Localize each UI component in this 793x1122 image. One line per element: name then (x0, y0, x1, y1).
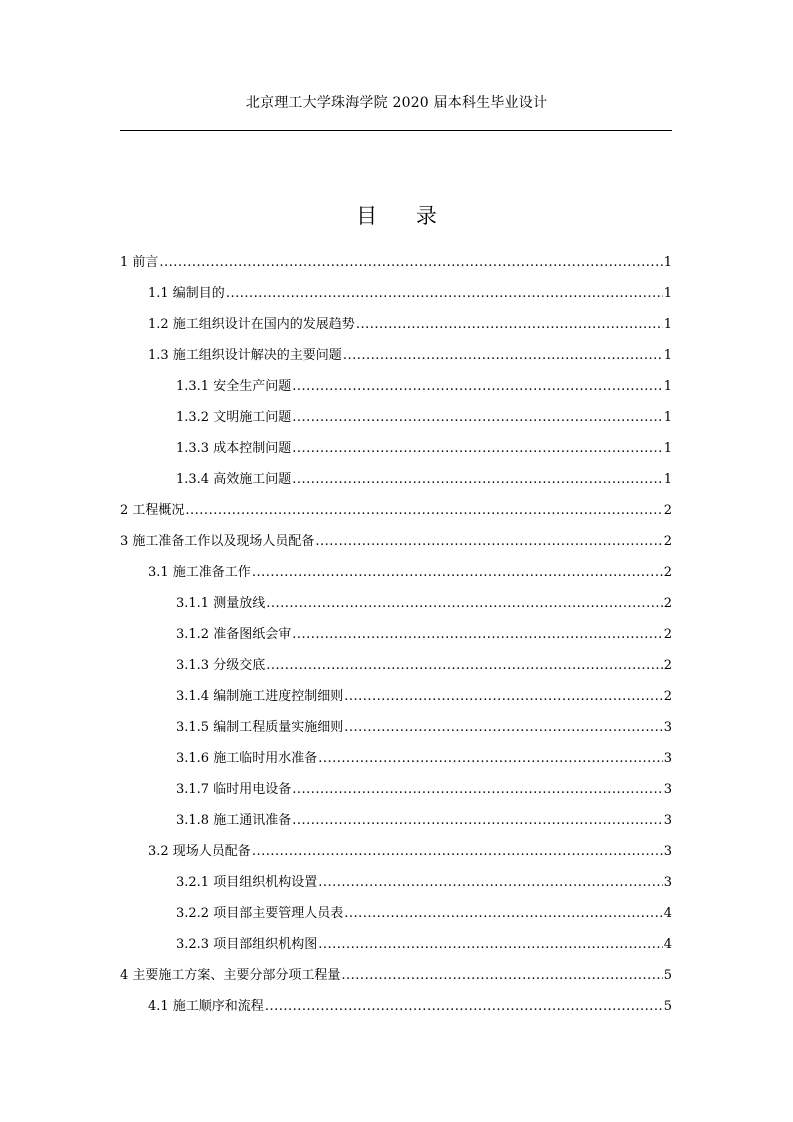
toc-dot-leader (318, 872, 663, 894)
toc-dot-leader (159, 252, 662, 274)
toc-entry-label: 3.1.3 分级交底 (176, 658, 266, 673)
toc-entry[interactable] (120, 965, 672, 996)
toc-dot-leader (292, 779, 663, 801)
toc-entry-label: 4.1 施工顺序和流程 (148, 999, 264, 1014)
toc-entry[interactable] (120, 810, 672, 841)
toc-entry-page-number: 2 (663, 689, 672, 704)
toc-dot-leader (344, 717, 663, 739)
toc-entry[interactable] (120, 438, 672, 469)
toc-entry-label: 3.1.4 编制施工进度控制细则 (176, 689, 344, 704)
toc-dot-leader (292, 810, 663, 832)
toc-entry-label: 3.1.6 施工临时用水准备 (176, 751, 318, 766)
table-of-contents (120, 252, 672, 1027)
toc-dot-leader (318, 934, 663, 956)
toc-dot-leader (266, 593, 663, 615)
toc-entry[interactable] (120, 903, 672, 934)
toc-entry-page-number: 3 (663, 782, 672, 797)
toc-entry-page-number: 2 (663, 596, 672, 611)
toc-entry[interactable] (120, 252, 672, 283)
toc-entry-label: 1 前言 (120, 255, 159, 270)
toc-entry[interactable] (120, 500, 672, 531)
toc-title: 目 录 (356, 204, 453, 228)
toc-entry-page-number: 4 (663, 906, 672, 921)
toc-dot-leader (315, 531, 662, 553)
toc-entry-page-number: 5 (663, 999, 672, 1014)
toc-entry-label: 3.2.1 项目组织机构设置 (176, 875, 318, 890)
toc-entry[interactable] (120, 717, 672, 748)
toc-entry-page-number: 2 (663, 627, 672, 642)
toc-entry-label: 1.2 施工组织设计在国内的发展趋势 (148, 317, 355, 332)
toc-dot-leader (226, 283, 663, 305)
toc-entry-label: 3.1.7 临时用电设备 (176, 782, 292, 797)
toc-entry[interactable] (120, 655, 672, 686)
toc-entry[interactable] (120, 345, 672, 376)
toc-dot-leader (318, 748, 663, 770)
toc-dot-leader (292, 438, 663, 460)
toc-dot-leader (343, 345, 663, 367)
toc-dot-leader (292, 469, 663, 491)
toc-entry[interactable] (120, 934, 672, 965)
toc-entry-label: 1.3.1 安全生产问题 (176, 379, 292, 394)
toc-entry-page-number: 1 (663, 286, 672, 301)
toc-entry-label: 3.1.8 施工通讯准备 (176, 813, 292, 828)
toc-entry-label: 3.2.3 项目部组织机构图 (176, 937, 318, 952)
toc-entry[interactable] (120, 283, 672, 314)
toc-entry-label: 3 施工准备工作以及现场人员配备 (120, 534, 315, 549)
toc-dot-leader (344, 686, 663, 708)
toc-entry-label: 4 主要施工方案、主要分部分项工程量 (120, 968, 341, 983)
toc-entry-page-number: 1 (663, 348, 672, 363)
toc-dot-leader (185, 500, 662, 522)
toc-entry[interactable] (120, 314, 672, 345)
toc-entry-page-number: 2 (663, 503, 672, 518)
toc-entry-page-number: 3 (663, 875, 672, 890)
toc-entry-page-number: 2 (663, 534, 672, 549)
toc-entry[interactable] (120, 686, 672, 717)
toc-entry-page-number: 3 (663, 720, 672, 735)
toc-entry-label: 1.3 施工组织设计解决的主要问题 (148, 348, 342, 363)
toc-entry-label: 3.2 现场人员配备 (148, 844, 251, 859)
toc-entry-label: 1.1 编制目的 (148, 286, 225, 301)
toc-dot-leader (292, 376, 663, 398)
toc-entry[interactable] (120, 593, 672, 624)
toc-entry[interactable] (120, 407, 672, 438)
toc-entry-page-number: 1 (663, 379, 672, 394)
toc-dot-leader (252, 841, 663, 863)
toc-entry-page-number: 2 (663, 565, 672, 580)
toc-entry-label: 1.3.3 成本控制问题 (176, 441, 292, 456)
toc-entry[interactable] (120, 841, 672, 872)
toc-entry[interactable] (120, 469, 672, 500)
toc-dot-leader (292, 407, 663, 429)
toc-entry[interactable] (120, 624, 672, 655)
toc-entry-page-number: 3 (663, 751, 672, 766)
toc-entry-label: 1.3.2 文明施工问题 (176, 410, 292, 425)
toc-entry-label: 3.1.1 测量放线 (176, 596, 266, 611)
toc-entry-label: 3.2.2 项目部主要管理人员表 (176, 906, 344, 921)
toc-entry[interactable] (120, 779, 672, 810)
toc-entry-page-number: 1 (663, 472, 672, 487)
toc-entry-page-number: 3 (663, 813, 672, 828)
toc-entry-label: 1.3.4 高效施工问题 (176, 472, 292, 487)
running-header: 北京理工大学珠海学院 2020 届本科生毕业设计 (245, 95, 548, 111)
toc-entry[interactable] (120, 562, 672, 593)
toc-entry[interactable] (120, 531, 672, 562)
toc-entry[interactable] (120, 872, 672, 903)
toc-entry-label: 3.1.2 准备图纸会审 (176, 627, 292, 642)
toc-dot-leader (265, 996, 663, 1018)
toc-entry[interactable] (120, 748, 672, 779)
toc-entry[interactable] (120, 996, 672, 1027)
toc-entry-label: 3.1 施工准备工作 (148, 565, 251, 580)
toc-entry[interactable] (120, 376, 672, 407)
toc-entry-page-number: 4 (663, 937, 672, 952)
toc-entry-page-number: 1 (663, 410, 672, 425)
header-rule (120, 130, 672, 131)
toc-entry-page-number: 5 (663, 968, 672, 983)
toc-dot-leader (252, 562, 663, 584)
toc-entry-page-number: 3 (663, 844, 672, 859)
toc-entry-page-number: 1 (663, 317, 672, 332)
toc-entry-page-number: 2 (663, 658, 672, 673)
toc-entry-page-number: 1 (663, 255, 672, 270)
toc-dot-leader (266, 655, 663, 677)
toc-dot-leader (344, 903, 663, 925)
toc-dot-leader (341, 965, 662, 987)
toc-entry-page-number: 1 (663, 441, 672, 456)
toc-entry-label: 3.1.5 编制工程质量实施细则 (176, 720, 344, 735)
toc-entry-label: 2 工程概况 (120, 503, 185, 518)
toc-dot-leader (356, 314, 663, 336)
toc-dot-leader (292, 624, 663, 646)
